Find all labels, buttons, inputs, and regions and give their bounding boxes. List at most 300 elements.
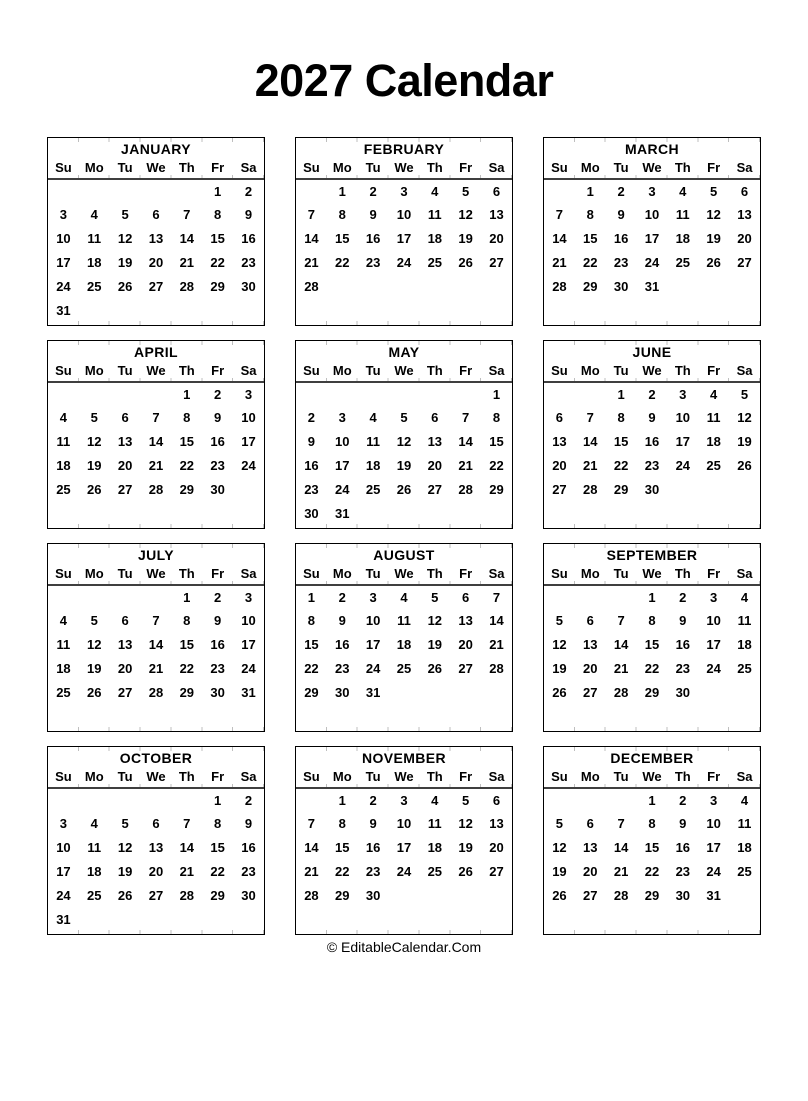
weeks-body (48, 585, 264, 729)
day-cell: 4 (369, 410, 377, 425)
day-cell: 21 (148, 458, 164, 473)
day-cell: 30 (335, 685, 350, 700)
day-cell: 7 (617, 816, 625, 831)
day-cell: 3 (369, 589, 377, 605)
month-name-row (48, 747, 264, 767)
month-card (543, 340, 761, 529)
day-cell: 8 (648, 613, 656, 628)
day-cell: 21 (458, 458, 473, 473)
day-cell: 12 (117, 840, 133, 855)
week-row (296, 812, 512, 836)
week-row (48, 788, 264, 812)
day-cell: 9 (307, 434, 316, 449)
week-row (296, 406, 512, 430)
day-of-week-header: Mo (327, 361, 358, 382)
month-card (295, 543, 513, 732)
month-title: JULY (137, 546, 175, 563)
day-cell: 17 (706, 840, 721, 855)
day-cell: 13 (583, 840, 598, 855)
empty-day-cell (667, 275, 698, 299)
day-cell: 23 (241, 864, 256, 879)
day-cell: 28 (148, 482, 164, 497)
empty-day-cell (729, 681, 760, 705)
day-cell: 18 (675, 231, 691, 246)
day-of-week-header: Fr (450, 361, 481, 382)
day-cell: 23 (210, 661, 225, 676)
month-title: MARCH (624, 140, 680, 157)
empty-day-cell (544, 908, 575, 932)
day-cell: 26 (87, 685, 102, 700)
month-title: AUGUST (373, 546, 435, 563)
weeks-body (544, 179, 760, 323)
day-of-week-header: We (141, 158, 172, 179)
day-cell: 17 (396, 231, 412, 246)
day-of-week-header: Fr (202, 767, 233, 788)
day-cell: 30 (613, 279, 629, 294)
day-cell: 6 (121, 613, 129, 628)
empty-day-cell (171, 299, 202, 323)
day-cell: 3 (400, 183, 408, 199)
day-cell: 12 (458, 816, 473, 831)
weeks-body (296, 788, 512, 932)
month-name-row (48, 138, 264, 158)
day-cell: 30 (644, 482, 660, 497)
month-table (48, 341, 264, 526)
day-cell: 28 (179, 279, 195, 294)
day-cell: 19 (87, 661, 102, 676)
empty-day-cell (79, 179, 110, 203)
day-cell: 17 (644, 231, 660, 246)
day-of-week-header: Tu (358, 158, 389, 179)
week-row (296, 705, 512, 729)
empty-day-cell (233, 502, 264, 526)
day-cell: 20 (552, 458, 567, 473)
day-cell: 15 (644, 840, 660, 855)
empty-day-cell (729, 705, 760, 729)
day-cell: 23 (613, 255, 629, 270)
day-cell: 7 (183, 207, 191, 222)
empty-day-cell (389, 681, 420, 705)
day-cell: 12 (87, 637, 102, 652)
day-cell: 26 (117, 279, 133, 294)
empty-day-cell (79, 585, 110, 609)
day-cell: 17 (675, 434, 691, 449)
day-cell: 25 (675, 255, 691, 270)
empty-day-cell (202, 908, 233, 932)
day-cell: 10 (56, 840, 71, 855)
day-cell: 18 (737, 840, 752, 855)
day-cell: 3 (400, 792, 408, 808)
week-row (544, 908, 760, 932)
empty-day-cell (637, 908, 668, 932)
month-card (295, 340, 513, 529)
day-cell: 28 (613, 888, 629, 903)
month-title: FEBRUARY (363, 140, 445, 157)
day-of-week-header: Mo (327, 564, 358, 585)
day-cell: 1 (338, 183, 346, 199)
day-cell: 29 (210, 279, 225, 294)
day-cell: 29 (335, 888, 350, 903)
dow-row (296, 361, 512, 382)
day-cell: 27 (148, 279, 164, 294)
day-cell: 22 (583, 255, 598, 270)
day-of-week-header: Th (667, 767, 698, 788)
empty-day-cell (296, 299, 327, 323)
day-cell: 22 (304, 661, 319, 676)
day-cell: 6 (152, 816, 160, 831)
day-cell: 30 (365, 888, 381, 903)
calendar-grid (0, 137, 808, 935)
day-cell: 12 (117, 231, 133, 246)
weeks-body (544, 585, 760, 729)
empty-day-cell (358, 908, 389, 932)
empty-day-cell (79, 788, 110, 812)
day-of-week-header: Tu (110, 361, 141, 382)
empty-day-cell (48, 179, 79, 203)
day-cell: 31 (706, 888, 721, 903)
day-cell: 15 (335, 840, 350, 855)
day-cell: 6 (492, 183, 501, 199)
day-of-week-header: Fr (698, 767, 729, 788)
empty-day-cell (729, 908, 760, 932)
month-card (543, 543, 761, 732)
day-cell: 1 (183, 589, 191, 605)
day-cell: 11 (737, 816, 752, 831)
day-cell: 17 (335, 458, 350, 473)
day-cell: 21 (304, 864, 319, 879)
day-cell: 4 (90, 816, 98, 831)
week-row (544, 299, 760, 323)
empty-day-cell (48, 705, 79, 729)
day-cell: 14 (583, 434, 598, 449)
day-cell: 28 (179, 888, 195, 903)
week-row (48, 299, 264, 323)
day-cell: 24 (365, 661, 381, 676)
day-cell: 14 (148, 434, 164, 449)
day-cell: 8 (338, 207, 346, 222)
day-cell: 14 (552, 231, 567, 246)
day-cell: 9 (369, 207, 377, 222)
day-of-week-header: Sa (233, 158, 264, 179)
day-cell: 24 (56, 888, 71, 903)
empty-day-cell (48, 382, 79, 406)
week-row (544, 454, 760, 478)
day-cell: 31 (56, 912, 71, 927)
day-of-week-header: Sa (729, 767, 760, 788)
day-cell: 8 (648, 816, 656, 831)
day-cell: 5 (740, 386, 749, 402)
day-cell: 19 (552, 661, 567, 676)
day-cell: 8 (338, 816, 346, 831)
day-cell: 9 (214, 613, 222, 628)
day-cell: 5 (555, 613, 564, 628)
day-cell: 18 (56, 661, 71, 676)
empty-day-cell (233, 299, 264, 323)
day-cell: 30 (210, 685, 225, 700)
empty-day-cell (419, 681, 450, 705)
day-cell: 24 (675, 458, 691, 473)
day-cell: 28 (304, 279, 319, 294)
day-cell: 20 (427, 458, 443, 473)
empty-day-cell (141, 299, 172, 323)
day-of-week-header: Fr (450, 767, 481, 788)
week-row (544, 705, 760, 729)
month-name-row (48, 544, 264, 564)
empty-day-cell (575, 585, 606, 609)
day-cell: 18 (365, 458, 381, 473)
day-cell: 25 (737, 864, 752, 879)
day-of-week-header: We (141, 564, 172, 585)
day-cell: 20 (148, 255, 164, 270)
day-of-week-header: Fr (450, 564, 481, 585)
calendar-page (0, 56, 808, 1101)
empty-day-cell (698, 705, 729, 729)
week-row (544, 884, 760, 908)
dow-row (48, 564, 264, 585)
month-table (544, 138, 760, 323)
empty-day-cell (358, 705, 389, 729)
empty-day-cell (327, 382, 358, 406)
month-table (296, 341, 512, 526)
day-cell: 19 (706, 231, 721, 246)
week-row (48, 478, 264, 502)
day-cell: 27 (117, 685, 133, 700)
day-of-week-header: Mo (327, 158, 358, 179)
day-cell: 8 (586, 207, 594, 222)
day-cell: 9 (338, 613, 346, 628)
empty-day-cell (544, 788, 575, 812)
day-cell: 7 (307, 816, 316, 831)
day-cell: 11 (56, 434, 71, 449)
day-of-week-header: Su (296, 158, 327, 179)
empty-day-cell (606, 502, 637, 526)
day-cell: 13 (458, 613, 473, 628)
day-cell: 25 (396, 661, 412, 676)
day-of-week-header: Th (171, 361, 202, 382)
day-of-week-header: Su (296, 767, 327, 788)
day-cell: 8 (617, 410, 625, 425)
day-cell: 22 (335, 255, 350, 270)
day-of-week-header: Th (171, 767, 202, 788)
day-cell: 23 (644, 458, 660, 473)
day-cell: 19 (737, 434, 752, 449)
day-cell: 5 (121, 207, 129, 222)
day-cell: 7 (307, 207, 316, 222)
day-cell: 31 (241, 685, 256, 700)
week-row (48, 251, 264, 275)
day-cell: 6 (555, 410, 564, 425)
day-of-week-header: Fr (450, 158, 481, 179)
day-cell: 11 (87, 231, 102, 246)
day-cell: 25 (427, 255, 443, 270)
day-cell: 1 (648, 792, 656, 808)
day-cell: 18 (427, 840, 443, 855)
day-cell: 8 (214, 207, 222, 222)
day-cell: 5 (710, 183, 718, 199)
empty-day-cell (481, 884, 512, 908)
empty-day-cell (637, 299, 668, 323)
empty-day-cell (667, 502, 698, 526)
day-of-week-header: Th (419, 767, 450, 788)
empty-day-cell (296, 382, 327, 406)
day-of-week-header: Sa (481, 361, 512, 382)
day-cell: 10 (706, 816, 721, 831)
day-cell: 4 (431, 792, 439, 808)
day-cell: 20 (737, 231, 752, 246)
day-cell: 10 (644, 207, 660, 222)
empty-day-cell (389, 299, 420, 323)
day-cell: 1 (492, 386, 501, 402)
day-of-week-header: We (637, 158, 668, 179)
day-cell: 2 (369, 792, 377, 808)
day-of-week-header: Mo (327, 767, 358, 788)
day-cell: 25 (56, 685, 71, 700)
empty-day-cell (389, 705, 420, 729)
empty-day-cell (171, 788, 202, 812)
day-cell: 4 (59, 410, 68, 425)
empty-day-cell (233, 478, 264, 502)
empty-day-cell (729, 299, 760, 323)
empty-day-cell (450, 681, 481, 705)
day-cell: 12 (552, 637, 567, 652)
day-cell: 10 (365, 613, 381, 628)
day-cell: 16 (365, 231, 381, 246)
empty-day-cell (481, 681, 512, 705)
day-of-week-header: Mo (575, 767, 606, 788)
day-cell: 26 (458, 255, 473, 270)
empty-day-cell (296, 705, 327, 729)
week-row (296, 860, 512, 884)
week-row (544, 585, 760, 609)
month-card (47, 543, 265, 732)
empty-day-cell (667, 299, 698, 323)
empty-day-cell (481, 502, 512, 526)
day-cell: 10 (396, 816, 412, 831)
week-row (544, 502, 760, 526)
day-of-week-header: Fr (202, 564, 233, 585)
day-cell: 3 (710, 589, 718, 605)
empty-day-cell (481, 705, 512, 729)
day-cell: 22 (179, 661, 195, 676)
day-of-week-header: We (389, 158, 420, 179)
week-row (544, 179, 760, 203)
day-cell: 10 (675, 410, 691, 425)
dow-row (48, 767, 264, 788)
month-card (295, 746, 513, 935)
empty-day-cell (667, 908, 698, 932)
empty-day-cell (110, 705, 141, 729)
day-cell: 21 (179, 864, 195, 879)
day-cell: 27 (489, 864, 504, 879)
week-row (48, 609, 264, 633)
day-of-week-header: Fr (698, 361, 729, 382)
month-title: MAY (388, 343, 420, 360)
day-cell: 4 (59, 613, 68, 628)
week-row (544, 251, 760, 275)
empty-day-cell (450, 502, 481, 526)
day-cell: 7 (555, 207, 564, 222)
day-cell: 9 (244, 816, 253, 831)
day-cell: 17 (706, 637, 721, 652)
day-cell: 20 (583, 864, 598, 879)
week-row (48, 454, 264, 478)
day-of-week-header: Tu (110, 767, 141, 788)
day-of-week-header: Su (296, 361, 327, 382)
day-cell: 8 (307, 613, 316, 628)
day-cell: 23 (365, 864, 381, 879)
day-cell: 16 (241, 231, 256, 246)
dow-row (544, 767, 760, 788)
day-cell: 10 (241, 613, 256, 628)
day-cell: 2 (244, 792, 253, 808)
day-cell: 26 (87, 482, 102, 497)
day-of-week-header: Su (48, 158, 79, 179)
month-name-row (296, 138, 512, 158)
day-cell: 19 (458, 840, 473, 855)
day-cell: 15 (304, 637, 319, 652)
month-table (544, 747, 760, 932)
day-cell: 29 (489, 482, 504, 497)
day-cell: 29 (613, 482, 629, 497)
day-cell: 13 (583, 637, 598, 652)
day-cell: 19 (117, 864, 133, 879)
day-cell: 9 (679, 613, 687, 628)
week-row (544, 430, 760, 454)
day-cell: 16 (365, 840, 381, 855)
day-cell: 12 (737, 410, 752, 425)
empty-day-cell (419, 382, 450, 406)
empty-day-cell (698, 299, 729, 323)
day-of-week-header: Tu (358, 564, 389, 585)
day-cell: 10 (241, 410, 256, 425)
day-of-week-header: Th (667, 361, 698, 382)
day-of-week-header: Sa (729, 564, 760, 585)
weeks-body (296, 179, 512, 323)
day-of-week-header: Tu (606, 767, 637, 788)
day-cell: 4 (740, 589, 749, 605)
empty-day-cell (327, 275, 358, 299)
empty-day-cell (389, 502, 420, 526)
day-cell: 23 (210, 458, 225, 473)
empty-day-cell (358, 299, 389, 323)
day-cell: 15 (613, 434, 629, 449)
day-of-week-header: Th (667, 564, 698, 585)
month-name-row (544, 747, 760, 767)
day-of-week-header: Tu (358, 361, 389, 382)
day-cell: 15 (489, 434, 504, 449)
day-cell: 17 (241, 434, 256, 449)
day-cell: 25 (365, 482, 381, 497)
day-cell: 7 (617, 613, 625, 628)
day-of-week-header: Sa (481, 564, 512, 585)
empty-day-cell (729, 478, 760, 502)
weeks-body (48, 788, 264, 932)
day-cell: 16 (613, 231, 629, 246)
day-cell: 3 (244, 589, 253, 605)
day-cell: 13 (737, 207, 752, 222)
day-cell: 18 (427, 231, 443, 246)
day-cell: 28 (458, 482, 473, 497)
empty-day-cell (419, 884, 450, 908)
day-cell: 17 (56, 864, 71, 879)
empty-day-cell (419, 299, 450, 323)
day-of-week-header: Su (296, 564, 327, 585)
week-row (48, 884, 264, 908)
month-title: JUNE (632, 343, 672, 360)
day-cell: 21 (489, 637, 504, 652)
day-cell: 27 (427, 482, 443, 497)
day-cell: 26 (552, 685, 567, 700)
